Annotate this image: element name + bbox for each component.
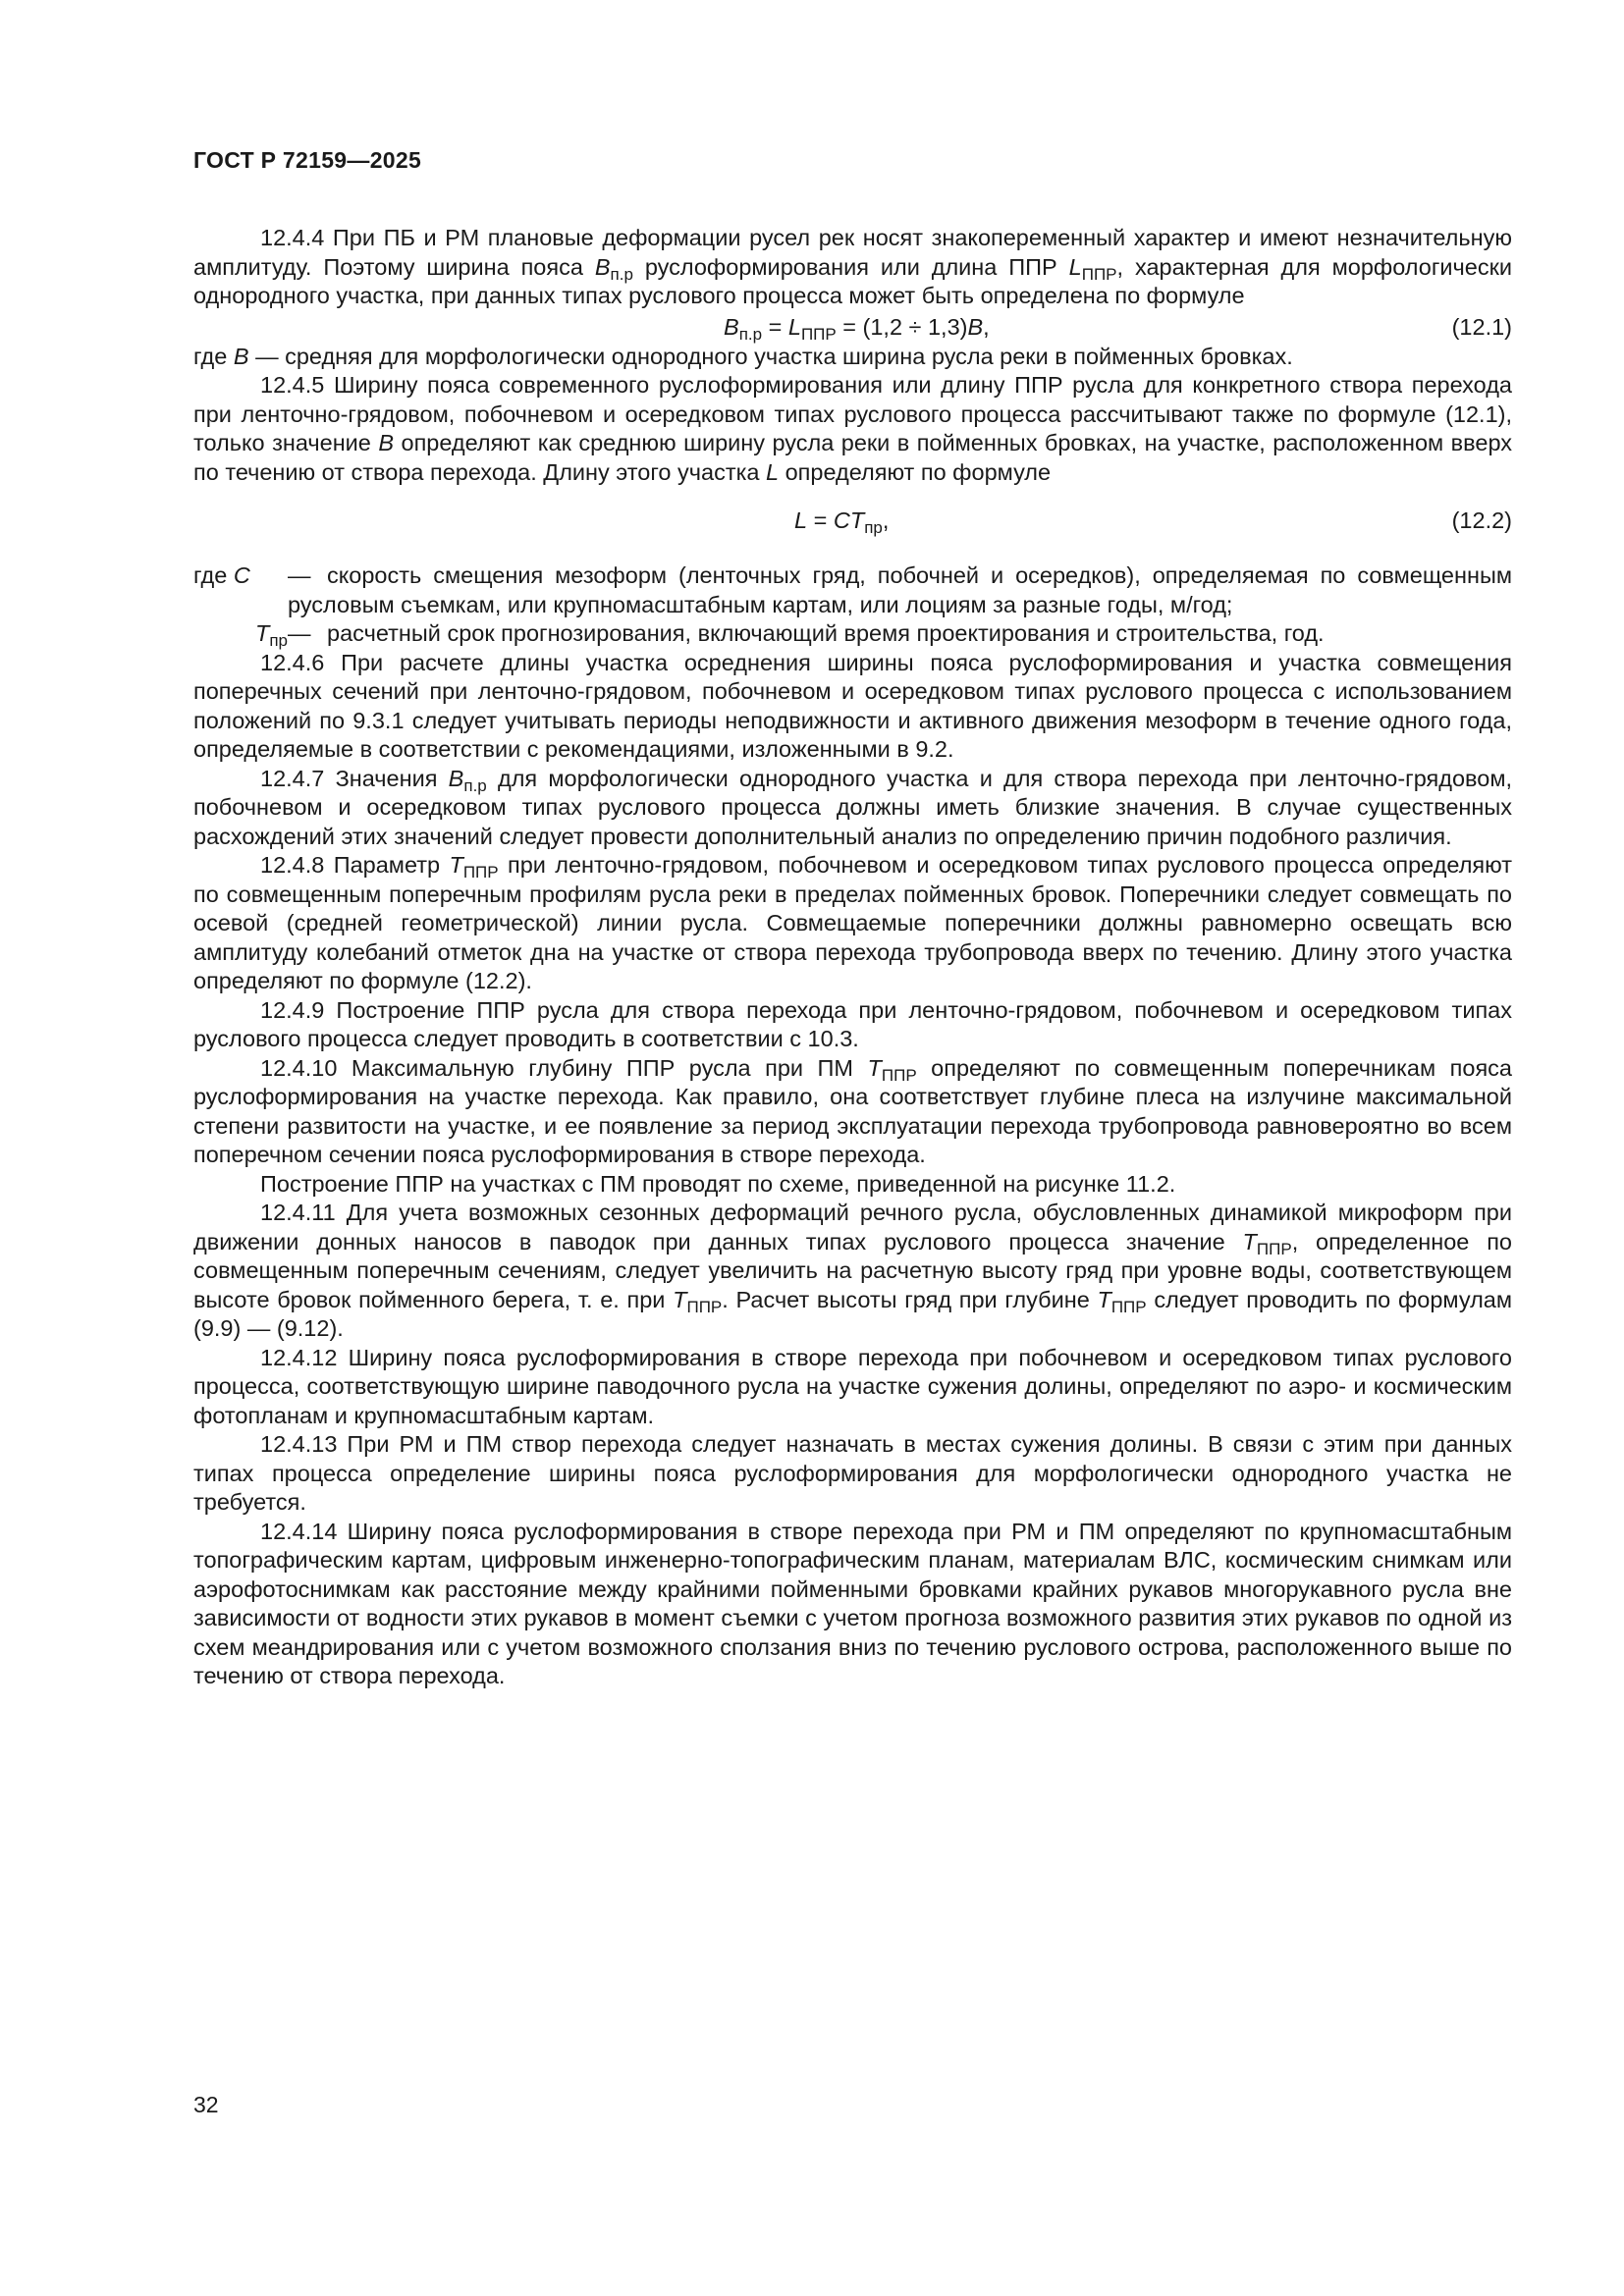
- paragraph-12-4-8: 12.4.8 Параметр $T_{ППР}$ при ленточно-грядовом, побочневом и осередковом типах руслового процесса определяют по совмещенным поперечным профилям русла реки в пределах пойменных бровок. Поперечники следует совмещать по осевой (средней геометрической) линии русла. Совмещаемые поперечники должны равномерно освещать всю амплитуду колебаний отметок дна на участке от створа перехода трубопровода вверх по течению. Длину этого участка определяют по формуле (12.2).: [193, 852, 1512, 993]
- formula-expression: $B_{п.р} = L_{ППР} = (1,2 \div 1,3)B$,: [724, 313, 990, 344]
- paragraph-12-4-13: 12.4.13 При РМ и ПМ створ перехода следует назначать в местах сужения долины. В связи с этим при данных типах процесса определение ширины пояса руслоформирования для морфологически однородного участка не требуется.: [193, 1431, 1512, 1515]
- paragraph-12-4-7: 12.4.7 Значения $B_{п.р}$ для морфологически однородного участка и для створа перехода при ленточно-грядовом, побочневом и осередковом типах руслового процесса должны иметь близкие значения. В случае существенных расхождений этих значений следует провести дополнительный анализ по определению причин подобного различия.: [193, 765, 1513, 849]
- where-symbol-c: где C: [193, 562, 250, 588]
- paragraph-12-4-4: 12.4.4 При ПБ и РМ плановые деформации русел рек носят знакопеременный характер и имеют незначительную амплитуду. Поэтому ширина пояса $B_{п.р}$ руслоформирования или длина ППР $L_{ППР}$, характерная для морфологически однородного участка, при данных типах руслового процесса может быть определена по формуле: [193, 225, 1512, 308]
- where-b-definition: где B — средняя для морфологически однородного участка ширина русла реки в пойменных бровках.: [193, 343, 1293, 369]
- paragraph-12-4-6: 12.4.6 При расчете длины участка осреднения ширины пояса руслоформирования и участка совмещения поперечных сечений при ленточно-грядовом, побочневом и осередковом типах руслового процесса с использованием положений по 9.3.1 следует учитывать периоды неподвижности и активного движения мезоформ в течение одного года, определяемые в соответствии с рекомендациями, изложенными в 9.2.: [193, 649, 1512, 762]
- document-body: [193, 224, 1512, 1691]
- formula-number: (12.1): [1451, 313, 1512, 340]
- document-header: ГОСТ Р 72159—2025: [193, 147, 422, 173]
- paragraph-12-4-5: 12.4.5 Ширину пояса современного руслоформирования или длину ППР русла для конкретного створа перехода при ленточно-грядовом, побочневом и осередковом типах руслового процесса рассчитывают также по формуле (12.1), только значение B определяют как среднюю ширину русла реки в пойменных бровках, на участке, расположенном вверх по течению от створа перехода. Длину этого участка L определяют по формуле: [193, 372, 1513, 485]
- formula-12-2: [193, 489, 1512, 548]
- formula-number: (12.2): [1451, 507, 1512, 533]
- where-list: [193, 561, 1512, 649]
- page-number: 32: [193, 2092, 219, 2117]
- paragraph-12-4-10: 12.4.10 Максимальную глубину ППР русла при ПМ $T_{ППР}$ определяют по совмещенным поперечникам пояса руслоформирования на участке перехода. Как правило, она соответствует глубине плеса на излучине максимальной степени развитости на участке, и ее появление за период эксплуатации перехода трубопровода равновероятно во всем поперечном сечении пояса руслоформирования в створе перехода.: [193, 1054, 1512, 1167]
- paragraph-12-4-11: 12.4.11 Для учета возможных сезонных деформаций речного русла, обусловленных динамикой микроформ при движении донных наносов в паводок при данных типах руслового процесса значение $T_{ППР}$, определенное по совмещенным поперечным сечениям, следует увеличить на расчетную высоту гряд при уровне воды, соответствующем высоте бровок пойменного берега, т. е. при $T_{ППР}$. Расчет высоты гряд при глубине $T_{ППР}$ следует проводить по формулам (9.9) — (9.12).: [193, 1200, 1513, 1341]
- paragraph-12-4-9: 12.4.9 Построение ППР русла для створа перехода при ленточно-грядовом, побочневом и осередковом типах руслового процесса следует проводить в соответствии с 10.3.: [193, 996, 1512, 1051]
- paragraph-12-4-10-note: Построение ППР на участках с ПМ проводят по схеме, приведенной на рисунке 11.2.: [260, 1170, 1176, 1197]
- where-desc-t: — расчетный срок прогнозирования, включающий время проектирования и строительства, год.: [288, 620, 1325, 646]
- where-desc-c: — скорость смещения мезоформ (ленточных гряд, побочней и осередков), определяемая по совмещенным русловым съемкам, или крупномасштабным картам, или лоциям за разные годы, м/год;: [288, 562, 1512, 617]
- formula-expression: $L = CT_{пр}$,: [794, 507, 890, 537]
- formula-12-1: [193, 313, 1512, 343]
- paragraph-12-4-14: 12.4.14 Ширину пояса руслоформирования в створе перехода при РМ и ПМ определяют по крупномасштабным топографическим картам, цифровым инженерно-топографическим планам, материалам ВЛС, космическим снимкам или аэрофотоснимкам как расстояние между крайними пойменными бровками крайних рукавов многорукавного русла вне зависимости от водности этих рукавов в момент съемки с учетом прогноза возможного развития этих рукавов по одной из схем меандрирования или с учетом возможного сползания вниз по течению руслового острова, расположенного выше по течению от створа перехода.: [193, 1518, 1512, 1688]
- paragraph-12-4-12: 12.4.12 Ширину пояса руслоформирования в створе перехода при побочневом и осередковом типах руслового процесса, соответствующую ширине паводочного русла на участке сужения долины, определяют по аэро- и космическим фотопланам и крупномасштабным картам.: [193, 1344, 1512, 1428]
- where-symbol-t: $T_{пр}$: [254, 620, 288, 650]
